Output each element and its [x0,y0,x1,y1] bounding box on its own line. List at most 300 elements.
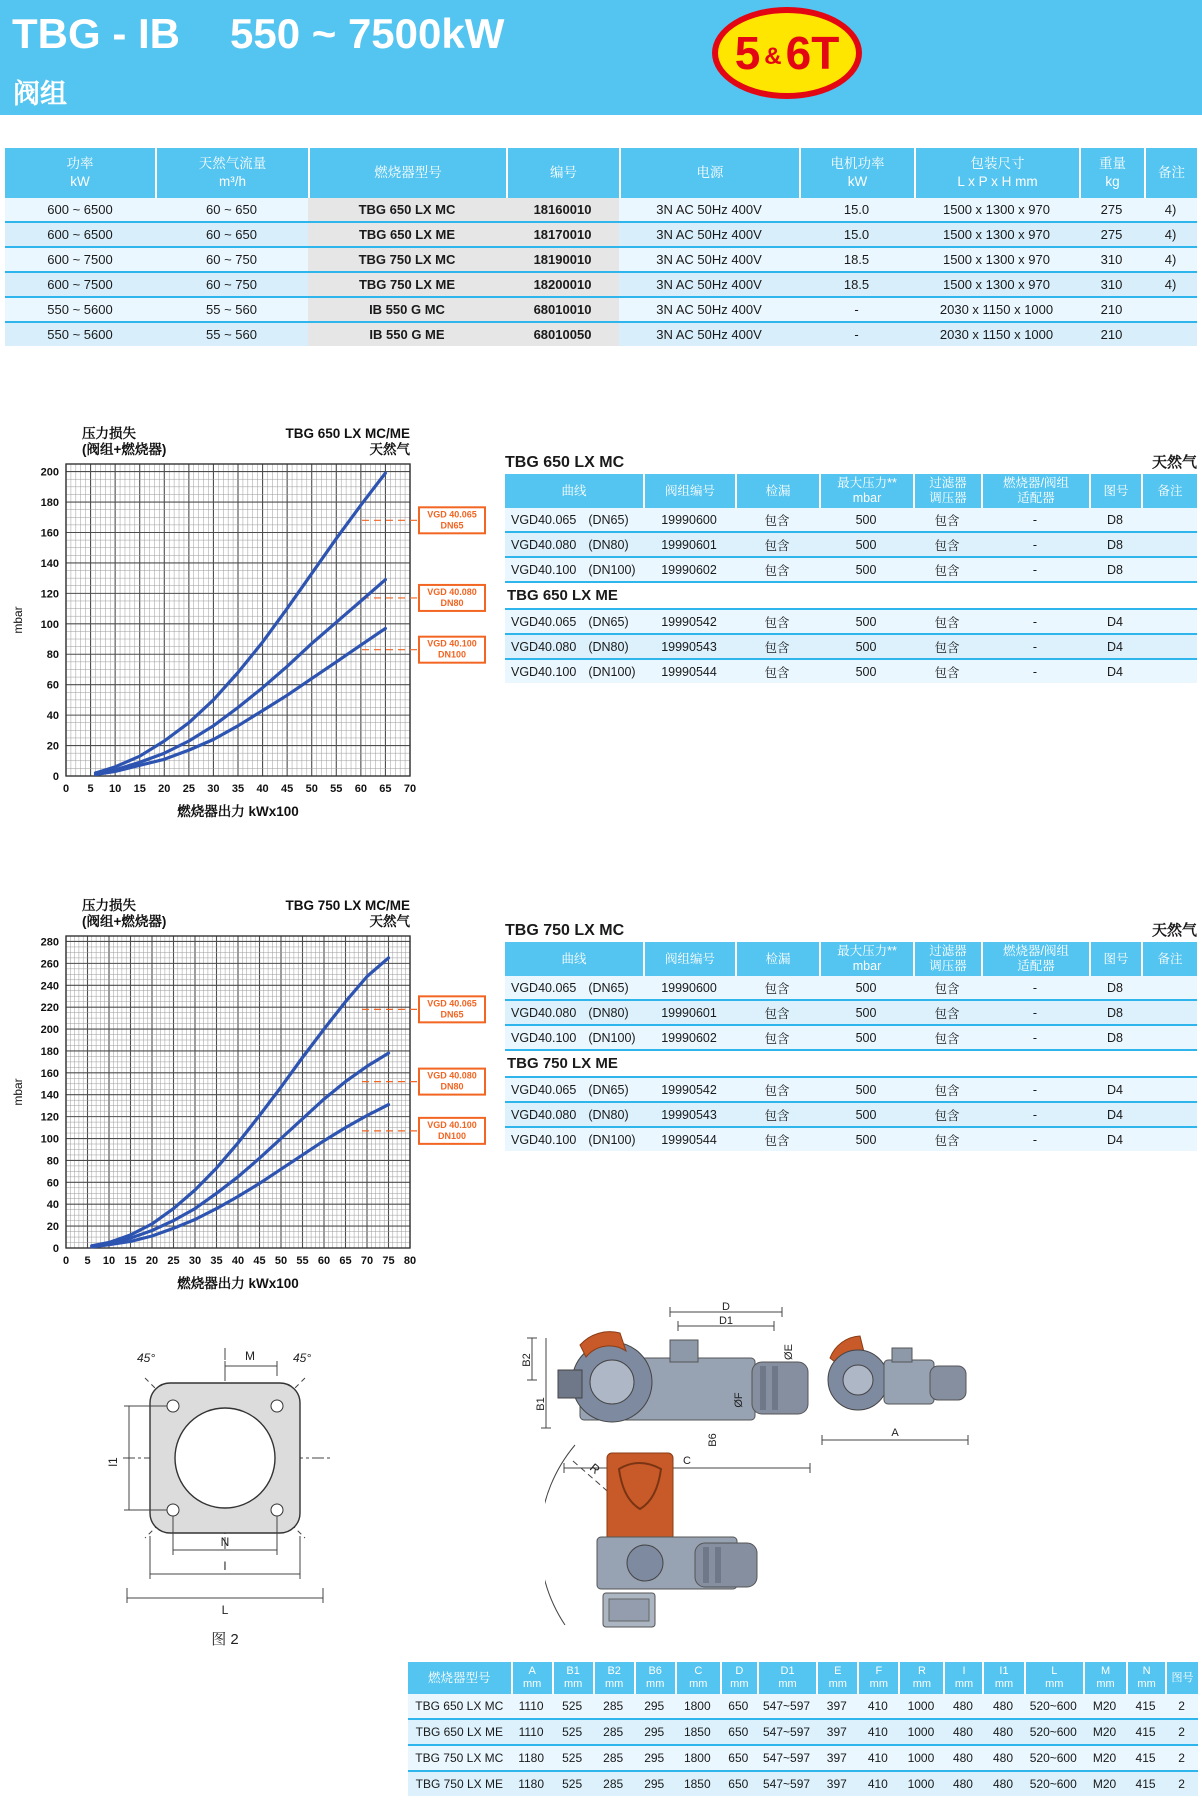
curve-cell: VGD40.065 (DN65) [505,976,643,999]
table-cell: 275 [1079,198,1144,221]
x-tick-label: 25 [167,1255,180,1267]
column-header: 图号 [1089,942,1141,976]
table-row [505,608,1197,633]
burner-rear-view-drawing [545,1425,795,1645]
y-tick-label: 240 [40,980,59,993]
table-cell: 包含 [735,508,819,531]
table-cell: 285 [593,1770,634,1796]
table-cell: - [981,1024,1089,1049]
x-tick-label: 65 [339,1255,352,1267]
dim-label-b1: B1 [535,1397,547,1411]
table-cell: M20 [1083,1770,1126,1796]
table-cell: M20 [1083,1744,1126,1770]
column-header: E mm [816,1662,857,1694]
table-cell: 68010050 [506,321,619,346]
table-cell: TBG 650 LX ME [408,1718,511,1744]
table-cell: 1110 [511,1718,552,1744]
x-axis-label: 燃烧器出力 kWx100 [177,1276,299,1291]
y-tick-label: 120 [40,588,59,601]
table-row [505,531,1197,556]
x-tick-label: 45 [253,1255,266,1267]
dim-label-d1: D1 [718,1315,734,1327]
table-cell: 包含 [913,999,981,1024]
table-cell: IB 550 G MC [308,296,506,321]
table-cell: 500 [819,508,913,531]
table-cell: 310 [1079,246,1144,271]
dim-label-c: C [683,1455,691,1467]
table-cell: 295 [634,1694,675,1718]
table-row [505,633,1197,658]
table-cell: 包含 [735,1024,819,1049]
x-tick-label: 15 [124,1255,137,1267]
table-cell: 55 ~ 560 [155,296,308,321]
table-cell: - [981,1076,1089,1101]
table-cell: 415 [1126,1694,1165,1718]
table-row [505,508,1197,531]
column-header: 备注 [1144,148,1197,198]
table-cell: 2 [1165,1694,1198,1718]
table-cell: 547~597 [757,1718,817,1744]
table-cell: D4 [1089,608,1141,633]
column-header: 曲线 [505,474,643,508]
table-cell: 18.5 [799,271,914,296]
x-tick-label: 30 [207,783,220,795]
table-cell: 500 [819,999,913,1024]
table-cell: TBG 750 LX MC [408,1744,511,1770]
table-cell: 285 [593,1744,634,1770]
curve-label: DN65 [440,1009,464,1020]
curve-cell: VGD40.080 (DN80) [505,531,643,556]
column-header: C mm [675,1662,720,1694]
table-cell: 包含 [913,1076,981,1101]
table-cell [1141,556,1197,581]
table-cell: 600 ~ 7500 [5,246,155,271]
table-cell: 650 [720,1770,757,1796]
table-cell: 520~600 [1024,1718,1084,1744]
column-header: I mm [943,1662,982,1694]
column-header: 曲线 [505,942,643,976]
table-cell: 18200010 [506,271,619,296]
column-header: B2 mm [593,1662,634,1694]
column-header: 过滤器 调压器 [913,474,981,508]
column-header: 重量 kg [1079,148,1144,198]
gas-type-label: 天然气 [1151,454,1197,471]
table-cell: - [981,508,1089,531]
x-tick-label: 55 [296,1255,309,1267]
table-cell [1144,296,1197,321]
table-cell: 600 ~ 7500 [5,271,155,296]
table-cell: 包含 [735,976,819,999]
column-header: 燃烧器型号 [308,148,506,198]
y-tick-label: 220 [40,1002,59,1015]
table-cell: 410 [857,1718,898,1744]
x-tick-label: 20 [145,1255,159,1267]
x-tick-label: 60 [317,1255,331,1267]
y-tick-label: 200 [40,1024,59,1037]
table-cell: 19990602 [643,1024,735,1049]
column-header: 功率 kW [5,148,155,198]
table-cell: 19990600 [643,508,735,531]
table-row [5,271,1197,296]
column-header: I1 mm [982,1662,1023,1694]
table-cell: 500 [819,556,913,581]
table-cell: - [981,999,1089,1024]
table-cell: 210 [1079,321,1144,346]
table-row [5,198,1197,221]
column-header: 电源 [619,148,799,198]
table-cell: 1800 [675,1744,720,1770]
column-header: 燃烧器型号 [408,1662,511,1694]
x-tick-label: 30 [188,1255,202,1267]
chart-title-left: 压力损失 [82,426,136,441]
curve-dn65 [96,473,386,773]
curve-label: DN80 [440,597,464,608]
table-cell: 500 [819,608,913,633]
table-cell: 1000 [898,1718,943,1744]
x-tick-label: 75 [382,1255,395,1267]
table-cell: 包含 [735,633,819,658]
table-cell: D4 [1089,633,1141,658]
chart-title-left: (阀组+燃烧器) [82,442,167,457]
table-row [505,1126,1197,1151]
curve-cell: VGD40.080 (DN80) [505,1101,643,1126]
tonnage-badge [712,7,862,99]
table-cell: 410 [857,1694,898,1718]
table-cell: 285 [593,1694,634,1718]
table-cell: 1500 x 1300 x 970 [914,246,1079,271]
header-row [408,1662,1198,1694]
x-tick-label: 45 [281,783,294,795]
table-cell: 包含 [913,608,981,633]
table-cell: D8 [1089,556,1141,581]
column-header: 图号 [1089,474,1141,508]
burner-spec-table [5,148,1197,346]
column-header: B1 mm [552,1662,593,1694]
table-cell: 3N AC 50Hz 400V [619,246,799,271]
dim-label-45-left: 45° [137,1351,156,1365]
column-header: 备注 [1141,942,1197,976]
table-row [505,1076,1197,1101]
chart-title-right: 天然气 [369,914,410,929]
table-cell: 480 [943,1694,982,1718]
page-subtitle: 阀组 [13,79,67,109]
table-cell: 397 [816,1744,857,1770]
y-tick-label: 140 [40,557,59,570]
table-cell: 包含 [735,608,819,633]
table-cell: 600 ~ 6500 [5,198,155,221]
table-cell: TBG 650 LX MC [408,1694,511,1718]
header-row [505,942,1197,976]
table-cell: 包含 [735,556,819,581]
column-header: F mm [857,1662,898,1694]
y-tick-label: 140 [40,1089,59,1102]
table-cell: TBG 650 LX ME [308,221,506,246]
table-row [5,296,1197,321]
curve-cell: VGD40.065 (DN65) [505,608,643,633]
table-row [505,976,1197,999]
y-tick-label: 80 [46,649,59,662]
table-cell: 包含 [913,556,981,581]
curve-label: VGD 40.100 [427,1119,477,1130]
table-cell: 520~600 [1024,1770,1084,1796]
column-header: 电机功率 kW [799,148,914,198]
x-tick-label: 0 [62,1255,70,1267]
table-cell: 1850 [675,1770,720,1796]
table-cell: 包含 [913,633,981,658]
y-axis-label: mbar [11,606,25,634]
table-cell: 295 [634,1770,675,1796]
curve-cell: VGD40.100 (DN100) [505,556,643,581]
pressure-loss-chart-650 [8,424,498,836]
table-cell: TBG 750 LX ME [408,1770,511,1796]
column-header: 阀组编号 [643,942,735,976]
x-tick-label: 0 [62,783,70,795]
table-cell: 包含 [735,1101,819,1126]
valve-table-750 [505,918,1197,1151]
table-cell: 415 [1126,1744,1165,1770]
chart-title-right: TBG 750 LX MC/ME [285,898,410,913]
column-header: N mm [1126,1662,1165,1694]
table-row [505,1024,1197,1049]
y-tick-label: 100 [40,618,59,631]
table-cell: 包含 [735,531,819,556]
table-cell: 15.0 [799,221,914,246]
table-cell: 410 [857,1744,898,1770]
table-row [505,556,1197,581]
chart-title-right: TBG 650 LX MC/ME [285,426,410,441]
x-tick-label: 80 [403,1255,417,1267]
header-row [5,148,1197,198]
header-row [505,474,1197,508]
table-cell [1141,1101,1197,1126]
table-cell: 1850 [675,1718,720,1744]
table-cell: 1800 [675,1694,720,1718]
table-cell: 19990600 [643,976,735,999]
table-cell: 包含 [735,658,819,683]
table-cell: 3N AC 50Hz 400V [619,198,799,221]
table-cell: M20 [1083,1694,1126,1718]
table-cell: 包含 [735,1126,819,1151]
valve-table-title: TBG 650 LX MC [505,454,625,471]
table-cell: 2030 x 1150 x 1000 [914,296,1079,321]
x-tick-label: 5 [87,783,94,795]
table-cell: D4 [1089,1101,1141,1126]
table-cell: 520~600 [1024,1694,1084,1718]
curve-cell: VGD40.080 (DN80) [505,999,643,1024]
table-cell: 19990543 [643,1101,735,1126]
x-tick-label: 15 [133,783,146,795]
curve-label: DN100 [437,649,467,660]
table-cell [1141,999,1197,1024]
curve-cell: VGD40.100 (DN100) [505,1024,643,1049]
table-cell: 4) [1144,271,1197,296]
table-cell: - [981,658,1089,683]
table-cell: 18190010 [506,246,619,271]
table-cell: 547~597 [757,1744,817,1770]
badge-text2: 6T [785,27,840,79]
curve-cell: VGD40.100 (DN100) [505,658,643,683]
table-cell: 547~597 [757,1770,817,1796]
table-row [505,658,1197,683]
x-tick-label: 5 [84,1255,91,1267]
y-tick-label: 200 [40,466,59,479]
table-cell: - [981,633,1089,658]
table-cell: 15.0 [799,198,914,221]
table-cell: 210 [1079,296,1144,321]
table-cell [1141,633,1197,658]
table-cell: 包含 [913,1024,981,1049]
table-cell: 415 [1126,1770,1165,1796]
x-tick-label: 10 [102,1255,116,1267]
column-header: 编号 [506,148,619,198]
table-cell: - [981,976,1089,999]
table-cell: 19990601 [643,999,735,1024]
table-cell: 397 [816,1770,857,1796]
column-header: 包装尺寸 L x P x H mm [914,148,1079,198]
dim-label-45-right: 45° [293,1351,312,1365]
column-header: 天然气流量 m³/h [155,148,308,198]
y-tick-label: 260 [40,958,59,971]
x-tick-label: 10 [109,783,122,795]
y-tick-label: 20 [46,1221,59,1234]
table-cell [1141,1126,1197,1151]
table-cell: 19990543 [643,633,735,658]
table-cell: 19990544 [643,1126,735,1151]
table-cell: M20 [1083,1718,1126,1744]
table-cell [1141,608,1197,633]
column-header: B6 mm [634,1662,675,1694]
table-cell: 397 [816,1694,857,1718]
table-cell: 1500 x 1300 x 970 [914,198,1079,221]
curve-label: DN80 [440,1081,464,1092]
dim-label-oe: ØE [783,1344,795,1360]
table-cell: 650 [720,1694,757,1718]
table-cell: 600 ~ 6500 [5,221,155,246]
figure-caption: 图 2 [211,1631,239,1648]
table-cell: IB 550 G ME [308,321,506,346]
curve-label: VGD 40.065 [427,509,477,520]
table-cell: - [981,1101,1089,1126]
table-cell: 3N AC 50Hz 400V [619,271,799,296]
table-cell: 415 [1126,1718,1165,1744]
badge-ampersand: & [764,43,782,70]
x-tick-label: 65 [379,783,392,795]
table-cell: 295 [634,1744,675,1770]
table-cell: D4 [1089,1126,1141,1151]
table-row [408,1694,1198,1718]
flange-drawing-fig2 [85,1318,365,1653]
table-cell: D4 [1089,1076,1141,1101]
x-tick-label: 40 [231,1255,245,1267]
section-subtitle-row: TBG 650 LX ME [505,581,1197,608]
table-cell: 500 [819,1024,913,1049]
column-header: D mm [720,1662,757,1694]
table-cell: D4 [1089,658,1141,683]
curve-dn65 [92,958,389,1246]
table-cell: 1000 [898,1694,943,1718]
y-tick-label: 0 [52,771,59,783]
table-cell: - [799,296,914,321]
y-tick-label: 60 [46,679,59,692]
table-cell: 480 [982,1718,1023,1744]
table-cell: 500 [819,976,913,999]
table-cell: TBG 750 LX MC [308,246,506,271]
table-row [408,1718,1198,1744]
chart-title-left: 压力损失 [82,898,136,913]
table-row [505,1101,1197,1126]
y-tick-label: 160 [40,527,59,540]
chart-title-right: 天然气 [369,442,410,457]
y-tick-label: 20 [46,740,59,753]
curve-label: DN65 [440,520,464,531]
table-cell: 包含 [913,1101,981,1126]
table-cell: 包含 [913,1126,981,1151]
column-header: 最大压力** mbar [819,474,913,508]
column-header: 图号 [1165,1662,1198,1694]
table-row [5,246,1197,271]
x-tick-label: 20 [158,783,171,795]
curve-cell: VGD40.065 (DN65) [505,1076,643,1101]
x-tick-label: 40 [256,783,269,795]
table-cell: 480 [982,1744,1023,1770]
column-header: A mm [511,1662,552,1694]
table-cell: 2 [1165,1744,1198,1770]
y-tick-label: 100 [40,1133,59,1146]
table-cell: 410 [857,1770,898,1796]
power-range: 550 ~ 7500kW [230,10,505,57]
table-cell: 55 ~ 560 [155,321,308,346]
column-header: M mm [1083,1662,1126,1694]
valve-table-650 [505,450,1197,683]
column-header: D1 mm [757,1662,817,1694]
table-cell: 包含 [913,976,981,999]
x-tick-label: 50 [274,1255,288,1267]
dim-label-d: D [722,1301,730,1313]
y-tick-label: 40 [46,710,59,723]
table-cell: 550 ~ 5600 [5,296,155,321]
table-cell: 60 ~ 650 [155,221,308,246]
column-header: 燃烧器/阀组 适配器 [981,942,1089,976]
table-cell: 1500 x 1300 x 970 [914,221,1079,246]
table-cell: 19990601 [643,531,735,556]
x-tick-label: 35 [210,1255,223,1267]
table-cell [1141,658,1197,683]
table-cell: 1000 [898,1744,943,1770]
x-tick-label: 70 [360,1255,374,1267]
pressure-loss-chart-750 [8,896,498,1308]
table-cell [1144,321,1197,346]
x-tick-label: 70 [403,783,417,795]
table-cell: 18170010 [506,221,619,246]
table-row [408,1770,1198,1796]
column-header: L mm [1024,1662,1084,1694]
curve-label: VGD 40.100 [427,638,477,649]
dim-label-b2: B2 [521,1353,533,1367]
table-row [5,221,1197,246]
table-cell: TBG 750 LX ME [308,271,506,296]
table-cell: 4) [1144,221,1197,246]
table-cell: 525 [552,1744,593,1770]
table-cell [1141,1024,1197,1049]
dim-label-r: R [587,1460,603,1477]
table-cell: 60 ~ 650 [155,198,308,221]
table-cell: 310 [1079,271,1144,296]
curve-label: VGD 40.065 [427,998,477,1009]
table-cell: 60 ~ 750 [155,271,308,296]
header-band [0,0,1202,115]
table-cell [1141,508,1197,531]
table-cell: 19990544 [643,658,735,683]
